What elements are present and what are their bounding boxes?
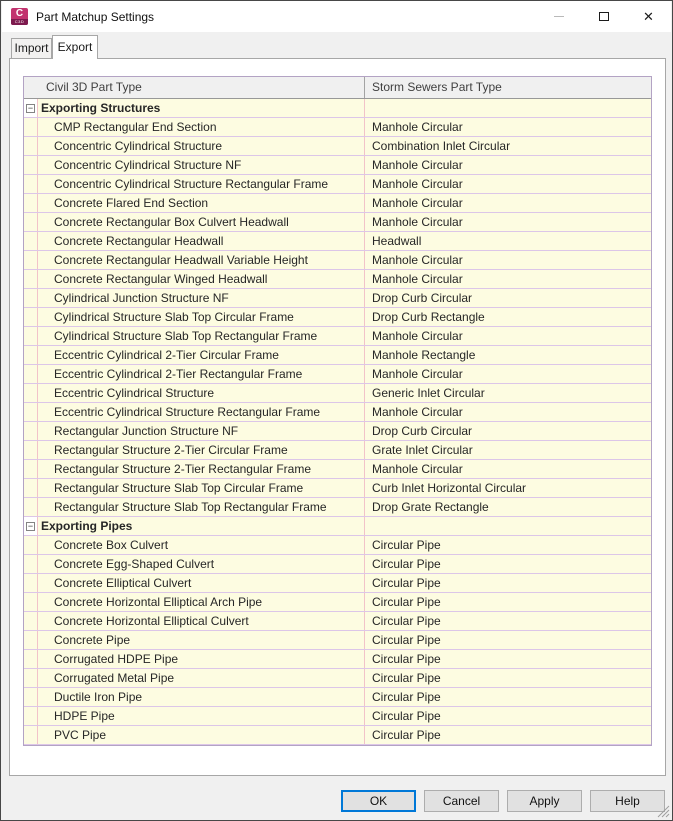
storm-sewers-part-cell[interactable]: Circular Pipe: [372, 538, 441, 552]
column-header-civil3d[interactable]: Civil 3D Part Type: [24, 77, 365, 98]
table-row[interactable]: [24, 422, 651, 441]
apply-button[interactable]: Apply: [507, 790, 582, 812]
row-gutter: [24, 726, 38, 744]
storm-sewers-part-cell[interactable]: Manhole Circular: [372, 272, 463, 286]
table-row[interactable]: [24, 289, 651, 308]
civil3d-part-cell: Eccentric Cylindrical 2-Tier Circular Frame: [38, 346, 365, 364]
table-row[interactable]: [24, 327, 651, 346]
row-gutter: [24, 308, 38, 326]
table-row[interactable]: [24, 593, 651, 612]
storm-sewers-part-cell[interactable]: Combination Inlet Circular: [372, 139, 511, 153]
civil3d-part-cell: Concrete Rectangular Headwall Variable Height: [38, 251, 365, 269]
row-gutter: [24, 327, 38, 345]
storm-sewers-part-cell[interactable]: Curb Inlet Horizontal Circular: [372, 481, 527, 495]
civil3d-part-cell: Cylindrical Structure Slab Top Circular Frame: [38, 308, 365, 326]
storm-sewers-part-cell[interactable]: Grate Inlet Circular: [372, 443, 473, 457]
table-row[interactable]: [24, 688, 651, 707]
storm-sewers-part-cell[interactable]: Manhole Circular: [372, 462, 463, 476]
collapse-icon[interactable]: −: [27, 520, 34, 531]
civil3d-part-cell: Cylindrical Structure Slab Top Rectangular Frame: [38, 327, 365, 345]
civil3d-part-cell: Concrete Pipe: [38, 631, 365, 649]
table-row[interactable]: [24, 460, 651, 479]
civil3d-part-cell: Cylindrical Junction Structure NF: [38, 289, 365, 307]
row-gutter: [24, 498, 38, 516]
civil3d-part-cell: Eccentric Cylindrical Structure: [38, 384, 365, 402]
civil3d-part-cell: Corrugated HDPE Pipe: [38, 650, 365, 668]
table-row[interactable]: [24, 156, 651, 175]
row-gutter: [24, 346, 38, 364]
ok-button[interactable]: OK: [341, 790, 416, 812]
cancel-button[interactable]: Cancel: [424, 790, 499, 812]
civil3d-part-cell: Concrete Box Culvert: [38, 536, 365, 554]
table-row[interactable]: [24, 612, 651, 631]
civil3d-part-cell: Eccentric Cylindrical Structure Rectangular Frame: [38, 403, 365, 421]
storm-sewers-part-cell[interactable]: Manhole Circular: [372, 177, 463, 191]
civil3d-part-cell: Rectangular Junction Structure NF: [38, 422, 365, 440]
storm-sewers-part-cell[interactable]: Manhole Circular: [372, 367, 463, 381]
app-icon-letter: C: [15, 8, 24, 19]
table-row[interactable]: [24, 251, 651, 270]
storm-sewers-part-cell[interactable]: Manhole Circular: [372, 196, 463, 210]
minimize-button: [536, 1, 581, 32]
table-row[interactable]: [24, 555, 651, 574]
row-gutter: [24, 175, 38, 193]
row-gutter: [24, 118, 38, 136]
maximize-icon: [599, 12, 609, 21]
row-gutter: [24, 213, 38, 231]
row-gutter: [24, 612, 38, 630]
group-empty-cell: [365, 517, 651, 535]
table-row[interactable]: [24, 403, 651, 422]
civil3d-part-cell: Concentric Cylindrical Structure Rectangular Frame: [38, 175, 365, 193]
grid-header: [24, 77, 651, 99]
close-icon: ✕: [643, 9, 654, 24]
group-expand-gutter: [24, 517, 38, 535]
table-row[interactable]: [24, 707, 651, 726]
close-button[interactable]: [626, 1, 671, 32]
window-title: Part Matchup Settings: [36, 9, 155, 24]
civil3d-part-cell: Rectangular Structure 2-Tier Rectangular Frame: [38, 460, 365, 478]
group-label: Exporting Pipes: [38, 517, 365, 535]
storm-sewers-part-cell[interactable]: Manhole Rectangle: [372, 348, 476, 362]
row-gutter: [24, 251, 38, 269]
civil3d-part-cell: Concrete Rectangular Winged Headwall: [38, 270, 365, 288]
export-tab-page: [9, 58, 666, 776]
resize-grip-icon[interactable]: [657, 805, 670, 818]
civil3d-part-cell: PVC Pipe: [38, 726, 365, 744]
row-gutter: [24, 441, 38, 459]
storm-sewers-part-cell[interactable]: Manhole Circular: [372, 253, 463, 267]
table-row[interactable]: [24, 631, 651, 650]
table-row[interactable]: [24, 213, 651, 232]
group-empty-cell: [365, 99, 651, 117]
table-row[interactable]: [24, 365, 651, 384]
civil3d-part-cell: Concrete Egg-Shaped Culvert: [38, 555, 365, 573]
row-gutter: [24, 707, 38, 725]
storm-sewers-part-cell[interactable]: Manhole Circular: [372, 215, 463, 229]
civil3d-part-cell: Corrugated Metal Pipe: [38, 669, 365, 687]
storm-sewers-part-cell[interactable]: Circular Pipe: [372, 709, 441, 723]
row-gutter: [24, 536, 38, 554]
civil3d-part-cell: Concrete Horizontal Elliptical Culvert: [38, 612, 365, 630]
row-gutter: [24, 289, 38, 307]
civil3d-part-cell: Eccentric Cylindrical 2-Tier Rectangular Frame: [38, 365, 365, 383]
storm-sewers-part-cell[interactable]: Drop Curb Circular: [372, 424, 473, 438]
table-row[interactable]: [24, 270, 651, 289]
table-row[interactable]: [24, 175, 651, 194]
civil3d-part-cell: Rectangular Structure 2-Tier Circular Frame: [38, 441, 365, 459]
row-gutter: [24, 137, 38, 155]
table-row[interactable]: [24, 574, 651, 593]
row-gutter: [24, 650, 38, 668]
civil3d-part-cell: Concentric Cylindrical Structure NF: [38, 156, 365, 174]
civil3d-part-cell: HDPE Pipe: [38, 707, 365, 725]
table-row[interactable]: [24, 669, 651, 688]
row-gutter: [24, 669, 38, 687]
group-row[interactable]: [24, 517, 651, 536]
table-row[interactable]: [24, 232, 651, 251]
table-row[interactable]: [24, 384, 651, 403]
row-gutter: [24, 403, 38, 421]
storm-sewers-part-cell[interactable]: Circular Pipe: [372, 728, 441, 742]
table-row[interactable]: [24, 650, 651, 669]
grid-body: [24, 99, 651, 745]
storm-sewers-part-cell[interactable]: Circular Pipe: [372, 576, 441, 590]
storm-sewers-part-cell[interactable]: Manhole Circular: [372, 405, 463, 419]
minimize-icon: [554, 16, 564, 17]
group-row[interactable]: [24, 99, 651, 118]
table-row[interactable]: [24, 118, 651, 137]
collapse-icon[interactable]: −: [27, 102, 34, 113]
maximize-button[interactable]: [581, 1, 626, 32]
group-label: Exporting Structures: [38, 99, 365, 117]
group-expand-gutter: [24, 99, 38, 117]
row-gutter: [24, 422, 38, 440]
storm-sewers-part-cell[interactable]: Circular Pipe: [372, 633, 441, 647]
storm-sewers-part-cell[interactable]: Generic Inlet Circular: [372, 386, 485, 400]
storm-sewers-part-cell[interactable]: Drop Curb Rectangle: [372, 310, 485, 324]
storm-sewers-part-cell[interactable]: Headwall: [372, 234, 422, 248]
tab-export[interactable]: Export: [52, 35, 98, 59]
storm-sewers-part-cell[interactable]: Circular Pipe: [372, 652, 441, 666]
civil3d-part-cell: Concrete Rectangular Box Culvert Headwall: [38, 213, 365, 231]
table-row[interactable]: [24, 536, 651, 555]
civil3d-app-icon: [11, 8, 28, 25]
storm-sewers-part-cell[interactable]: Drop Curb Circular: [372, 291, 473, 305]
table-row[interactable]: [24, 137, 651, 156]
table-row[interactable]: [24, 726, 651, 745]
storm-sewers-part-cell[interactable]: Circular Pipe: [372, 557, 441, 571]
storm-sewers-part-cell[interactable]: Circular Pipe: [372, 614, 441, 628]
row-gutter: [24, 460, 38, 478]
storm-sewers-part-cell[interactable]: Manhole Circular: [372, 329, 463, 343]
tab-import[interactable]: Import: [11, 38, 52, 58]
app-icon-band: C3D: [11, 19, 28, 25]
table-row[interactable]: [24, 194, 651, 213]
row-gutter: [24, 574, 38, 592]
row-gutter: [24, 479, 38, 497]
row-gutter: [24, 631, 38, 649]
storm-sewers-part-cell[interactable]: Drop Grate Rectangle: [372, 500, 489, 514]
table-row[interactable]: [24, 498, 651, 517]
row-gutter: [24, 194, 38, 212]
civil3d-part-cell: Concrete Rectangular Headwall: [38, 232, 365, 250]
table-row[interactable]: [24, 308, 651, 327]
table-row[interactable]: [24, 479, 651, 498]
table-row[interactable]: [24, 441, 651, 460]
row-gutter: [24, 593, 38, 611]
civil3d-part-cell: Rectangular Structure Slab Top Rectangular Frame: [38, 498, 365, 516]
storm-sewers-part-cell[interactable]: Circular Pipe: [372, 595, 441, 609]
row-gutter: [24, 555, 38, 573]
row-gutter: [24, 384, 38, 402]
civil3d-part-cell: Concrete Flared End Section: [38, 194, 365, 212]
storm-sewers-part-cell[interactable]: Circular Pipe: [372, 690, 441, 704]
row-gutter: [24, 365, 38, 383]
part-matchup-grid: [23, 76, 652, 746]
row-gutter: [24, 156, 38, 174]
civil3d-part-cell: Concrete Elliptical Culvert: [38, 574, 365, 592]
footer-button-row: [341, 790, 665, 812]
civil3d-part-cell: CMP Rectangular End Section: [38, 118, 365, 136]
titlebar[interactable]: [2, 1, 671, 32]
storm-sewers-part-cell[interactable]: Circular Pipe: [372, 671, 441, 685]
row-gutter: [24, 688, 38, 706]
civil3d-part-cell: Concentric Cylindrical Structure: [38, 137, 365, 155]
storm-sewers-part-cell[interactable]: Manhole Circular: [372, 158, 463, 172]
row-gutter: [24, 232, 38, 250]
row-gutter: [24, 270, 38, 288]
civil3d-part-cell: Ductile Iron Pipe: [38, 688, 365, 706]
civil3d-part-cell: Concrete Horizontal Elliptical Arch Pipe: [38, 593, 365, 611]
storm-sewers-part-cell[interactable]: Manhole Circular: [372, 120, 463, 134]
civil3d-part-cell: Rectangular Structure Slab Top Circular Frame: [38, 479, 365, 497]
help-button[interactable]: Help: [590, 790, 665, 812]
column-header-storm-sewers[interactable]: Storm Sewers Part Type: [372, 80, 502, 94]
table-row[interactable]: [24, 346, 651, 365]
